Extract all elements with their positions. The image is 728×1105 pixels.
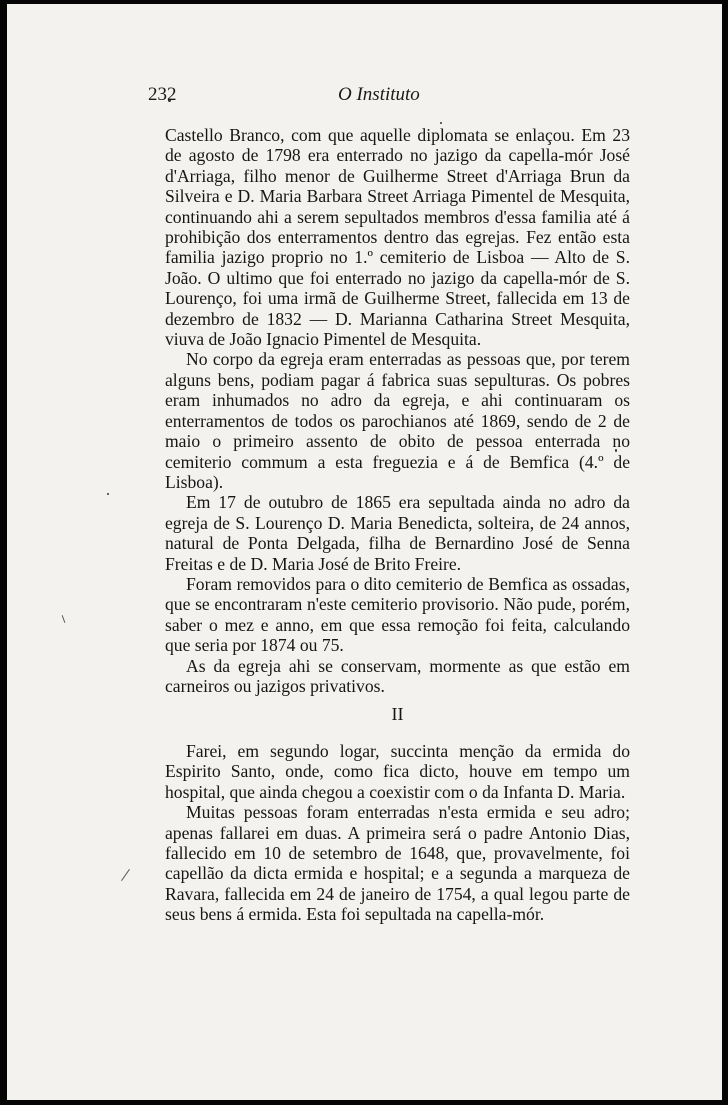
paragraph: No corpo da egreja eram enterradas as pessoas que, por terem alguns bens, podiam pagar á fabrica suas sepulturas. Os pobres eram inhumados no adro da egreja, e ahi continuaram os enterramentos de todos os parochianos até 1869, sendo de 2 de maio o primeiro assento de obito de pessoa enterrada no cemiterio commum a esta freguezia e á de Bemfica (4.º de Lisboa). [165, 349, 630, 492]
main-text [165, 125, 630, 696]
paragraph: Foram removidos para o dito cemiterio de Bemfica as ossadas, que se encontraram n'este cemiterio provisorio. Não pude, porém, saber o mez e anno, em que essa remoção foi feita, calculando que seria por 1874 ou 75. [165, 573, 630, 656]
section-text [165, 741, 630, 925]
scan-border-bottom [0, 1100, 728, 1105]
paragraph: Farei, em segundo logar, succinta menção da ermida do Espirito Santo, onde, como fica dicto, houve em tempo um hospital, que ainda chegou a coexistir com o da Infanta D. Maria. [165, 741, 630, 802]
running-head: O Instituto [338, 84, 420, 105]
scan-speck [440, 122, 442, 124]
paragraph: Em 17 de outubro de 1865 era sepultada ainda no adro da egreja de S. Lourenço D. Maria Benedicta, solteira, de 24 annos, natural de Ponta Delgada, filha de Bernardino José de Senna Freitas e de D. Maria José de Brito Freire. [165, 492, 630, 574]
paragraph: Muitas pessoas foram enterradas n'esta ermida e seu adro; apenas fallarei em duas. A primeira será o padre Antonio Dias, fallecido em 10 de setembro de 1648, que, provavelmente, foi capellão da dicta ermida e hospital; e a segunda a marqueza de Ravara, fallecida em 24 de janeiro de 1754, a qual legou parte de seus bens á ermida. Esta foi sepultada na capella-mór. [165, 802, 630, 925]
paragraph: As da egreja ahi se conservam, mormente as que estão em carneiros ou jazigos privativos. [165, 655, 630, 696]
scan-speck [107, 493, 109, 495]
scan-border-right [722, 0, 728, 1105]
page-number: 232 [148, 84, 177, 105]
scan-border-left [0, 0, 7, 1105]
paragraph: Castello Branco, com que aquelle diplomata se enlaçou. Em 23 de agosto de 1798 era enterrado no jazigo da capella-mór José d'Arriaga, filho menor de Guilherme Street d'Arriaga Brun da Silveira e D. Maria Barbara Street Arriaga Pimentel de Mesquita, continuando ahi a serem sepultados membros d'essa familia até á prohibição dos enterramentos dentro das egrejas. Fez então esta familia jazigo proprio no 1.º cemiterio de Lisboa — Alto de S. João. O ultimo que foi enterrado no jazigo da capella-mór de S. Lourenço, foi uma irmã de Guilherme Street, fallecida em 13 de dezembro de 1832 — D. Marianna Catharina Street Mesquita, viuva de João Ignacio Pimentel de Mesquita. [165, 125, 630, 350]
section-heading: II [391, 704, 404, 724]
